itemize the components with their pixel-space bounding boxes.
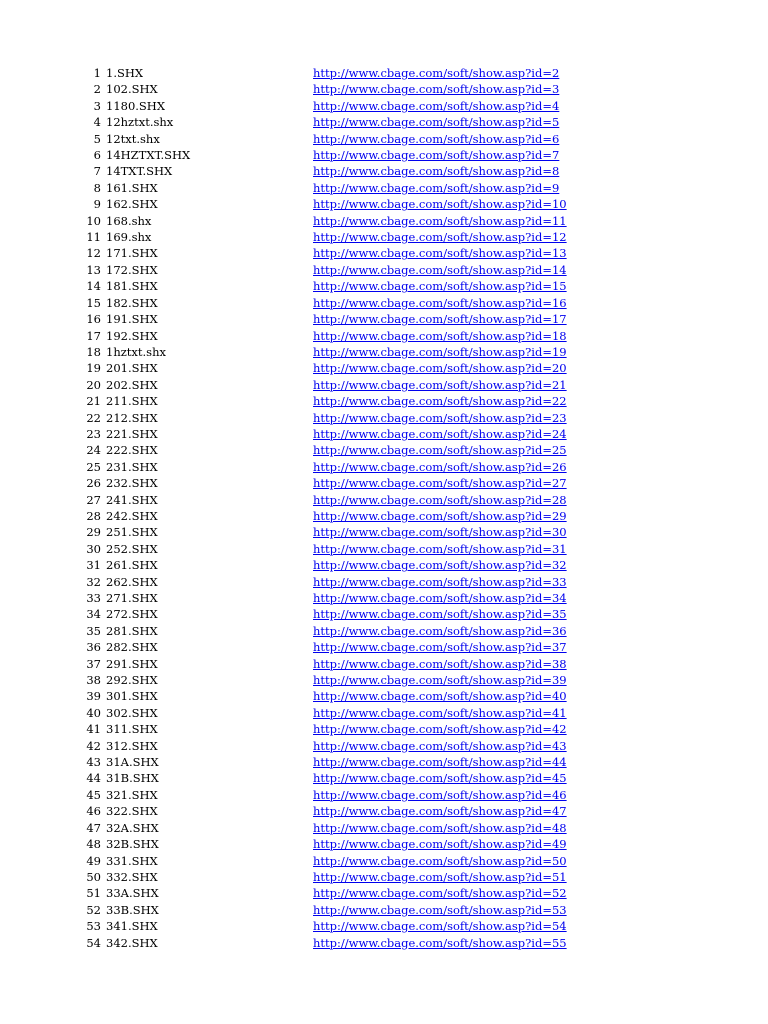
download-link[interactable]: http://www.cbage.com/soft/show.asp?id=24 [313, 426, 567, 441]
row-number: 20 [86, 377, 101, 392]
download-link[interactable]: http://www.cbage.com/soft/show.asp?id=27 [313, 476, 567, 491]
download-link[interactable]: http://www.cbage.com/soft/show.asp?id=14 [313, 262, 567, 277]
download-link[interactable]: http://www.cbage.com/soft/show.asp?id=23 [313, 410, 567, 425]
row-number: 21 [86, 394, 101, 409]
download-link[interactable]: http://www.cbage.com/soft/show.asp?id=53 [313, 902, 567, 917]
list-row [0, 442, 768, 458]
file-name: 282.SHX [106, 640, 158, 655]
download-link[interactable]: http://www.cbage.com/soft/show.asp?id=22 [313, 394, 567, 409]
file-name: 261.SHX [106, 558, 158, 573]
file-name: 302.SHX [106, 705, 158, 720]
row-number: 52 [86, 902, 101, 917]
file-name: 1hztxt.shx [106, 344, 166, 359]
list-row [0, 114, 768, 130]
row-number: 3 [93, 98, 101, 113]
list-row [0, 65, 768, 81]
row-number: 35 [86, 623, 101, 638]
row-number: 29 [86, 525, 101, 540]
download-link[interactable]: http://www.cbage.com/soft/show.asp?id=30 [313, 525, 567, 540]
row-number: 13 [86, 262, 101, 277]
list-row [0, 721, 768, 737]
list-row [0, 328, 768, 344]
download-link[interactable]: http://www.cbage.com/soft/show.asp?id=17 [313, 312, 567, 327]
list-row [0, 688, 768, 704]
download-link[interactable]: http://www.cbage.com/soft/show.asp?id=32 [313, 558, 567, 573]
download-link[interactable]: http://www.cbage.com/soft/show.asp?id=52 [313, 886, 567, 901]
row-number: 38 [86, 673, 101, 688]
file-name: 1.SHX [106, 66, 144, 80]
list-row [0, 180, 768, 196]
file-name: 1180.SHX [106, 98, 166, 113]
download-link[interactable]: http://www.cbage.com/soft/show.asp?id=38 [313, 656, 567, 671]
list-row [0, 885, 768, 901]
file-name: 312.SHX [106, 738, 158, 753]
download-link[interactable]: http://www.cbage.com/soft/show.asp?id=46 [313, 787, 567, 802]
file-name: 191.SHX [106, 312, 158, 327]
download-link[interactable]: http://www.cbage.com/soft/show.asp?id=50 [313, 853, 567, 868]
download-link[interactable]: http://www.cbage.com/soft/show.asp?id=40 [313, 689, 567, 704]
download-link[interactable]: http://www.cbage.com/soft/show.asp?id=7 [313, 148, 560, 163]
file-name: 221.SHX [106, 426, 158, 441]
list-row [0, 278, 768, 294]
file-name: 212.SHX [106, 410, 158, 425]
row-number: 18 [86, 344, 101, 359]
download-link[interactable]: http://www.cbage.com/soft/show.asp?id=20 [313, 361, 567, 376]
download-link[interactable]: http://www.cbage.com/soft/show.asp?id=12 [313, 230, 567, 245]
list-row [0, 541, 768, 557]
row-number: 37 [86, 656, 101, 671]
download-link[interactable]: http://www.cbage.com/soft/show.asp?id=45 [313, 771, 567, 786]
list-row [0, 918, 768, 934]
file-name: 271.SHX [106, 591, 158, 605]
download-link[interactable]: http://www.cbage.com/soft/show.asp?id=13 [313, 246, 567, 261]
download-link[interactable]: http://www.cbage.com/soft/show.asp?id=11 [313, 213, 567, 228]
file-name: 168.shx [106, 213, 152, 228]
download-link[interactable]: http://www.cbage.com/soft/show.asp?id=49 [313, 837, 567, 852]
list-row [0, 229, 768, 245]
download-link[interactable]: http://www.cbage.com/soft/show.asp?id=8 [313, 164, 560, 179]
row-number: 8 [93, 180, 101, 195]
row-number: 39 [86, 689, 101, 704]
row-number: 41 [86, 722, 101, 737]
row-number: 4 [93, 115, 101, 130]
row-number: 17 [86, 328, 101, 343]
list-row [0, 245, 768, 261]
list-row [0, 163, 768, 179]
list-row [0, 262, 768, 278]
list-row [0, 377, 768, 393]
download-link[interactable]: http://www.cbage.com/soft/show.asp?id=43 [313, 738, 567, 753]
list-row [0, 590, 768, 606]
row-number: 50 [86, 869, 101, 884]
list-row [0, 853, 768, 869]
row-number: 12 [86, 246, 101, 261]
list-row [0, 311, 768, 327]
list-row [0, 98, 768, 114]
row-number: 26 [86, 476, 101, 491]
file-name: 172.SHX [106, 262, 158, 277]
download-link[interactable]: http://www.cbage.com/soft/show.asp?id=33 [313, 574, 567, 589]
row-number: 43 [86, 755, 101, 770]
list-row [0, 213, 768, 229]
file-name: 341.SHX [106, 919, 158, 934]
file-name: 201.SHX [106, 361, 158, 376]
list-row [0, 869, 768, 885]
file-name: 31A.SHX [106, 755, 159, 770]
list-row [0, 606, 768, 622]
row-number: 46 [86, 804, 101, 819]
list-row [0, 705, 768, 721]
list-row [0, 754, 768, 770]
file-name: 12hztxt.shx [106, 115, 174, 130]
download-link[interactable]: http://www.cbage.com/soft/show.asp?id=41 [313, 705, 567, 720]
row-number: 49 [86, 853, 101, 868]
row-number: 7 [93, 164, 101, 179]
row-number: 30 [86, 541, 101, 556]
row-number: 45 [86, 787, 101, 802]
download-link[interactable]: http://www.cbage.com/soft/show.asp?id=6 [313, 131, 560, 146]
row-number: 23 [86, 426, 101, 441]
row-number: 5 [93, 131, 101, 146]
download-link[interactable]: http://www.cbage.com/soft/show.asp?id=10 [313, 197, 567, 212]
list-row [0, 295, 768, 311]
list-row [0, 410, 768, 426]
row-number: 40 [86, 705, 101, 720]
download-link[interactable]: http://www.cbage.com/soft/show.asp?id=25 [313, 443, 567, 458]
file-list-sheet [0, 65, 768, 951]
file-name: 301.SHX [106, 689, 158, 704]
row-number: 47 [86, 820, 101, 835]
list-row [0, 492, 768, 508]
file-name: 12txt.shx [106, 131, 160, 146]
file-name: 262.SHX [106, 574, 158, 589]
download-link[interactable]: http://www.cbage.com/soft/show.asp?id=51 [313, 869, 567, 884]
row-number: 53 [86, 919, 101, 934]
row-number: 19 [86, 361, 101, 376]
file-name: 311.SHX [106, 722, 158, 737]
file-name: 322.SHX [106, 804, 158, 819]
row-number: 22 [86, 410, 101, 425]
file-name: 169.shx [106, 230, 152, 245]
file-name: 342.SHX [106, 935, 158, 950]
list-row [0, 557, 768, 573]
row-number: 24 [86, 443, 101, 458]
row-number: 25 [86, 459, 101, 474]
row-number: 54 [86, 935, 101, 950]
row-number: 10 [86, 213, 101, 228]
row-number: 6 [93, 148, 101, 163]
download-link[interactable]: http://www.cbage.com/soft/show.asp?id=28 [313, 492, 567, 507]
file-name: 182.SHX [106, 295, 158, 310]
file-name: 321.SHX [106, 787, 158, 802]
download-link[interactable]: http://www.cbage.com/soft/show.asp?id=42 [313, 722, 567, 737]
list-row [0, 459, 768, 475]
row-number: 48 [86, 837, 101, 852]
list-row [0, 935, 768, 951]
file-name: 291.SHX [106, 656, 158, 671]
download-link[interactable]: http://www.cbage.com/soft/show.asp?id=16 [313, 295, 567, 310]
list-row [0, 639, 768, 655]
row-number: 51 [86, 886, 101, 901]
row-number: 32 [86, 574, 101, 589]
download-link[interactable]: http://www.cbage.com/soft/show.asp?id=47 [313, 804, 567, 819]
file-name: 272.SHX [106, 607, 158, 622]
file-name: 332.SHX [106, 869, 158, 884]
download-link[interactable]: http://www.cbage.com/soft/show.asp?id=26 [313, 459, 567, 474]
file-name: 32B.SHX [106, 837, 159, 852]
file-name: 331.SHX [106, 853, 158, 868]
list-row [0, 836, 768, 852]
download-link[interactable]: http://www.cbage.com/soft/show.asp?id=48 [313, 820, 567, 835]
row-number: 36 [86, 640, 101, 655]
download-link[interactable]: http://www.cbage.com/soft/show.asp?id=19 [313, 344, 567, 359]
list-row [0, 393, 768, 409]
download-link[interactable]: http://www.cbage.com/soft/show.asp?id=54 [313, 919, 567, 934]
row-number: 33 [86, 591, 101, 605]
download-link[interactable]: http://www.cbage.com/soft/show.asp?id=55 [313, 935, 567, 950]
row-number: 44 [86, 771, 101, 786]
file-name: 211.SHX [106, 394, 158, 409]
download-link[interactable]: http://www.cbage.com/soft/show.asp?id=44 [313, 755, 567, 770]
list-row [0, 803, 768, 819]
file-name: 241.SHX [106, 492, 158, 507]
download-link[interactable]: http://www.cbage.com/soft/show.asp?id=15 [313, 279, 567, 294]
list-row [0, 196, 768, 212]
row-number: 34 [86, 607, 101, 622]
file-name: 252.SHX [106, 541, 158, 556]
file-name: 181.SHX [106, 279, 158, 294]
list-row [0, 787, 768, 803]
download-link[interactable]: http://www.cbage.com/soft/show.asp?id=37 [313, 640, 567, 655]
list-row [0, 360, 768, 376]
list-row [0, 508, 768, 524]
file-name: 14HZTXT.SHX [106, 148, 191, 163]
list-row [0, 902, 768, 918]
row-number: 42 [86, 738, 101, 753]
list-row [0, 623, 768, 639]
download-link[interactable]: http://www.cbage.com/soft/show.asp?id=4 [313, 98, 560, 113]
download-link[interactable]: http://www.cbage.com/soft/show.asp?id=3 [313, 82, 560, 97]
download-link[interactable]: http://www.cbage.com/soft/show.asp?id=36 [313, 623, 567, 638]
download-link[interactable]: http://www.cbage.com/soft/show.asp?id=5 [313, 115, 560, 130]
download-link[interactable]: http://www.cbage.com/soft/show.asp?id=35 [313, 607, 567, 622]
file-name: 251.SHX [106, 525, 158, 540]
list-row [0, 738, 768, 754]
list-row [0, 475, 768, 491]
file-name: 231.SHX [106, 459, 158, 474]
list-row [0, 131, 768, 147]
row-number: 14 [86, 279, 101, 294]
file-name: 242.SHX [106, 508, 158, 523]
file-name: 31B.SHX [106, 771, 159, 786]
list-row [0, 81, 768, 97]
file-name: 281.SHX [106, 623, 158, 638]
download-link[interactable]: http://www.cbage.com/soft/show.asp?id=34 [313, 591, 567, 605]
download-link[interactable]: http://www.cbage.com/soft/show.asp?id=2 [313, 66, 560, 80]
row-number: 1 [93, 66, 101, 80]
list-row [0, 426, 768, 442]
list-row [0, 770, 768, 786]
file-name: 32A.SHX [106, 820, 159, 835]
download-link[interactable]: http://www.cbage.com/soft/show.asp?id=29 [313, 508, 567, 523]
file-name: 33B.SHX [106, 902, 159, 917]
file-name: 192.SHX [106, 328, 158, 343]
list-row [0, 524, 768, 540]
row-number: 2 [93, 82, 101, 97]
row-number: 31 [86, 558, 101, 573]
download-link[interactable]: http://www.cbage.com/soft/show.asp?id=39 [313, 673, 567, 688]
row-number: 27 [86, 492, 101, 507]
list-row [0, 574, 768, 590]
row-number: 16 [86, 312, 101, 327]
download-link[interactable]: http://www.cbage.com/soft/show.asp?id=31 [313, 541, 567, 556]
row-number: 11 [86, 230, 101, 245]
row-number: 15 [86, 295, 101, 310]
list-row [0, 820, 768, 836]
file-name: 33A.SHX [106, 886, 159, 901]
file-name: 292.SHX [106, 673, 158, 688]
file-name: 202.SHX [106, 377, 158, 392]
download-link[interactable]: http://www.cbage.com/soft/show.asp?id=9 [313, 180, 560, 195]
file-name: 222.SHX [106, 443, 158, 458]
file-name: 232.SHX [106, 476, 158, 491]
file-name: 161.SHX [106, 180, 158, 195]
file-name: 162.SHX [106, 197, 158, 212]
download-link[interactable]: http://www.cbage.com/soft/show.asp?id=18 [313, 328, 567, 343]
file-name: 14TXT.SHX [106, 164, 173, 179]
list-row [0, 344, 768, 360]
list-row [0, 147, 768, 163]
row-number: 9 [93, 197, 101, 212]
list-row [0, 656, 768, 672]
list-row [0, 672, 768, 688]
file-name: 102.SHX [106, 82, 158, 97]
file-name: 171.SHX [106, 246, 158, 261]
row-number: 28 [86, 508, 101, 523]
download-link[interactable]: http://www.cbage.com/soft/show.asp?id=21 [313, 377, 567, 392]
